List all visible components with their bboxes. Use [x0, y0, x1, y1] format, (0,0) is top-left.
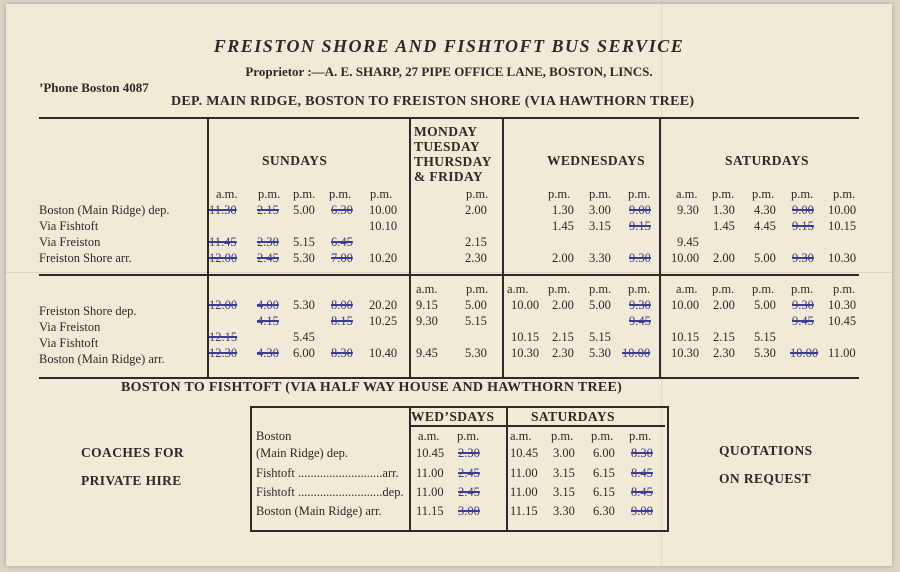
header-mtf-line: & FRIDAY: [414, 169, 484, 184]
header-box-saturdays: SATURDAYS: [531, 409, 615, 424]
proprietor-line: Proprietor :—A. E. SHARP, 27 PIPE OFFICE LANE, BOSTON, LINCS.: [245, 64, 653, 79]
header-saturdays: SATURDAYS: [725, 153, 809, 168]
header-mon-tue-thu-fri: [414, 124, 504, 184]
quotations-text: QUOTATIONS: [719, 443, 813, 458]
stop-label: Freiston Shore dep.: [39, 304, 137, 318]
header-mtf-line: THURSDAY: [414, 154, 492, 169]
on-request-text: ON REQUEST: [719, 471, 812, 486]
header-box-wednesdays: WED’SDAYS: [411, 409, 495, 424]
stop-label: Boston (Main Ridge) arr.: [39, 352, 165, 366]
header-mtf-line: MONDAY: [414, 124, 478, 139]
table-bottom-rule: [39, 377, 859, 379]
stop-label: (Main Ridge) dep.: [256, 446, 348, 460]
route-heading-fishtoft: BOSTON TO FISHTOFT (VIA HALF WAY HOUSE AND HAWTHORN TREE): [121, 380, 623, 395]
stop-label: Boston: [256, 429, 292, 443]
stop-label: Via Freiston: [39, 235, 101, 249]
stop-label: Via Fishtoft: [39, 336, 99, 350]
box-header-rule: [409, 425, 665, 427]
private-hire-text: PRIVATE HIRE: [81, 473, 182, 488]
header-wednesdays: WEDNESDAYS: [547, 153, 646, 168]
header-sundays: SUNDAYS: [262, 153, 328, 168]
header-mtf-line: TUESDAY: [414, 139, 481, 154]
outward-times: a.m. p.m. p.m. p.m. p.m. p.m. p.m. p.m. p.m. a.m. p.m. p.m. p.m. p.m. Boston (Main Ridge) dep. Via Fishtoft Via Freiston Freiston Shore arr. 11.30 2.15 5.00 6.30 10.00 2.00 1.30 3.00 9.00 9.30 1.30 4.30 9.00 10.00 10.10 1.45 3.15 9.15 1.45 4.45 9.15 10.15 11.45 2.30 5.15 6.45 2.15 9.45 12.00 2.45 5.30 7.00 10.20 2.30 2.00 3.30 9.30 10.00 2.00 5.00 9.30 10.30: [39, 187, 857, 265]
phone-number: ’Phone Boston 4087: [39, 80, 149, 95]
route-heading-freiston: DEP. MAIN RIDGE, BOSTON TO FREISTON SHORE (VIA HAWTHORN TREE): [171, 94, 695, 109]
stop-label: Boston (Main Ridge) dep.: [39, 203, 170, 217]
stop-label: Freiston Shore arr.: [39, 251, 132, 265]
stop-label: Fishtoft ...........................dep.: [256, 485, 404, 499]
timetable-title: FREISTON SHORE AND FISHTOFT BUS SERVICE: [213, 36, 685, 56]
fishtoft-times: Boston (Main Ridge) dep. Fishtoft ...........................arr. Fishtoft ...........................dep. Boston (Main Ridge) arr. a.m. p.m. a.m. p.m. p.m. p.m. 10.45 2.30 10.45 3.00 6.00 8.30 11.00 2.45 11.00 3.15 6.15 8.45 11.00 2.45 11.00 3.15 6.15 8.45 11.15 3.00 11.15 3.30 6.30 9.00: [256, 429, 653, 518]
stop-label: Boston (Main Ridge) arr.: [256, 504, 382, 518]
stop-label: Via Fishtoft: [39, 219, 99, 233]
return-times: a.m. p.m. a.m. p.m. p.m. p.m. a.m. p.m. p.m. p.m. p.m. Freiston Shore dep. Via Freiston Via Fishtoft Boston (Main Ridge) arr. 12.00 4.00 5.30 8.00 20.20 9.15 5.00 10.00 2.00 5.00 9.30 10.00 2.00 5.00 9.30 10.30 4.15 8.15 10.25 9.30 5.15 9.45 9.45 10.45 12.15 5.45 10.15 2.15 5.15 10.15 2.15 5.15 12.30 4.30 6.00 8.30 10.40 9.45 5.30 10.30 2.30 5.30 10.00 10.30 2.30 5.30 10.00 11.00: [39, 282, 857, 366]
paper-fold: [6, 272, 892, 273]
table-top-rule: [39, 117, 859, 119]
timetable-sheet: [6, 4, 892, 566]
stop-label: Via Freiston: [39, 320, 101, 334]
stop-label: Fishtoft ...........................arr.: [256, 466, 399, 480]
coaches-for-text: COACHES FOR: [81, 445, 185, 460]
table-mid-rule: [39, 274, 859, 276]
